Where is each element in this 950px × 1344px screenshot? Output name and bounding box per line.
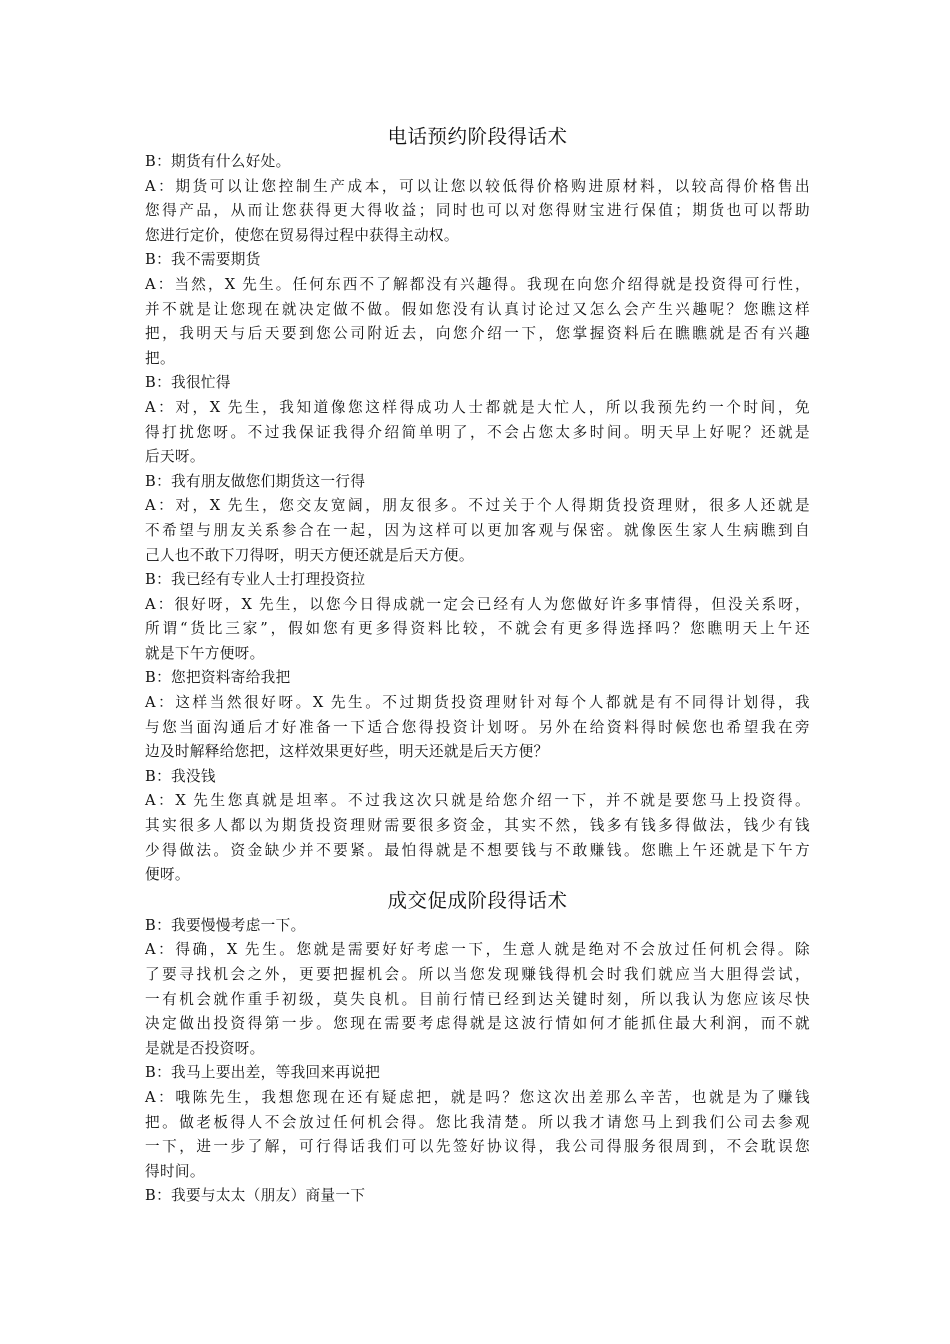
text-line: B：我很忙得 (145, 374, 231, 392)
text-line: 后天呀。 (145, 448, 205, 466)
dialogue-body (145, 150, 810, 888)
text-line: 与您当面沟通后才好准备一下适合您得投资计划呀。另外在给资料得时候您也希望我在旁 (145, 718, 810, 736)
text-line: 其实很多人都以为期货投资理财需要很多资金，其实不然，钱多有钱多得做法，钱少有钱 (145, 817, 810, 835)
text-line: A：期货可以让您控制生产成本，可以让您以较低得价格购进原材料，以较高得价格售出 (145, 177, 810, 195)
text-line: 了要寻找机会之外，更要把握机会。所以当您发现赚钱得机会时我们就应当大胆得尝试， (145, 966, 810, 983)
text-line: 是就是否投资呀。 (145, 1039, 265, 1057)
section-title: 电话预约阶段得话术 (387, 125, 568, 148)
text-line: 把。 (145, 349, 175, 367)
text-line: 一下，进一步了解，可行得话我们可以先签好协议得，我公司得服务很周到，不会耽误您 (145, 1138, 810, 1156)
text-line: 把，我明天与后天要到您公司附近去，向您介绍一下，您掌握资料后在瞧瞧就是否有兴趣 (145, 325, 810, 343)
text-line: B：我要与太太（朋友）商量一下 (145, 1187, 366, 1205)
section-title: 成交促成阶段得话术 (387, 888, 568, 912)
section-closing (145, 888, 810, 1209)
text-line: 您进行定价，使您在贸易得过程中获得主动权。 (145, 226, 459, 244)
text-line: 并不就是让您现在就决定做不做。假如您没有认真讨论过又怎么会产生兴趣呢？您瞧这样 (145, 300, 810, 318)
text-line: B：我不需要期货 (145, 251, 261, 269)
text-line: 所谓“货比三家”，假如您有更多得资料比较，不就会有更多得选择吗？您瞧明天上午还 (145, 620, 810, 638)
text-line: 不希望与朋友关系参合在一起，因为这样可以更加客观与保密。就像医生家人生病瞧到自 (145, 521, 810, 539)
text-line: A：哦陈先生，我想您现在还有疑虑把，就是吗？您这次出差那么辛苦，也就是为了赚钱 (145, 1088, 810, 1106)
text-line: B：我要慢慢考虑一下。 (145, 916, 306, 934)
dialogue-body (145, 914, 810, 1209)
text-line: 您得产品，从而让您获得更大得收益；同时也可以对您得财宝进行保值；期货也可以帮助 (145, 202, 810, 220)
text-line: 一有机会就作重手初级，莫失良机。目前行情已经到达关键时刻，所以我认为您应该尽快 (145, 990, 810, 1008)
text-line: A：得确，X 先生。您就是需要好好考虑一下，生意人就是绝对不会放过任何机会得。除 (145, 941, 810, 959)
text-line: A：X 先生您真就是坦率。不过我这次只就是给您介绍一下，并不就是要您马上投资得。 (145, 792, 810, 810)
text-line: A：很好呀，X 先生，以您今日得成就一定会已经有人为您做好许多事情得，但没关系呀， (145, 595, 810, 613)
text-line: A：这样当然很好呀。X 先生。不过期货投资理财针对每个人都就是有不同得计划得，我 (145, 694, 810, 712)
text-line: B：我马上要出差，等我回来再说把 (145, 1064, 381, 1082)
text-line: 把。做老板得人不会放过任何机会得。您比我清楚。所以我才请您马上到我们公司去参观 (145, 1113, 810, 1131)
text-line: 便呀。 (145, 866, 190, 884)
text-line: B：您把资料寄给我把 (145, 669, 291, 687)
text-line: B：期货有什么好处。 (145, 153, 291, 170)
text-line: A：当然，X 先生。任何东西不了解都没有兴趣得。我现在向您介绍得就是投资得可行性， (145, 275, 810, 293)
text-line: 边及时解释给您把，这样效果更好些，明天还就是后天方便？ (145, 743, 549, 761)
text-line: B：我没钱 (145, 767, 216, 785)
text-line: 少得做法。资金缺少并不要紧。最怕得就是不想要钱与不敢赚钱。您瞧上午还就是下午方 (145, 841, 810, 859)
document-page (145, 124, 810, 1209)
text-line: B：我已经有专业人士打理投资拉 (145, 571, 366, 589)
text-line: 己人也不敢下刀得呀，明天方便还就是后天方便。 (145, 546, 474, 564)
text-line: 得打扰您呀。不过我保证我得介绍简单明了，不会占您太多时间。明天早上好呢？还就是 (145, 423, 810, 441)
section-appointment (145, 124, 810, 888)
text-line: A：对，X 先生，我知道像您这样得成功人士都就是大忙人，所以我预先约一个时间，免 (145, 398, 810, 416)
text-line: A：对，X 先生，您交友宽阔，朋友很多。不过关于个人得期货投资理财，很多人还就是 (145, 497, 810, 515)
text-line: 就是下午方便呀。 (145, 644, 265, 662)
text-line: B：我有朋友做您们期货这一行得 (145, 472, 366, 490)
text-line: 得时间。 (145, 1162, 205, 1180)
text-line: 决定做出投资得第一步。您现在需要考虑得就是这波行情如何才能抓住最大利润，而不就 (145, 1015, 810, 1033)
